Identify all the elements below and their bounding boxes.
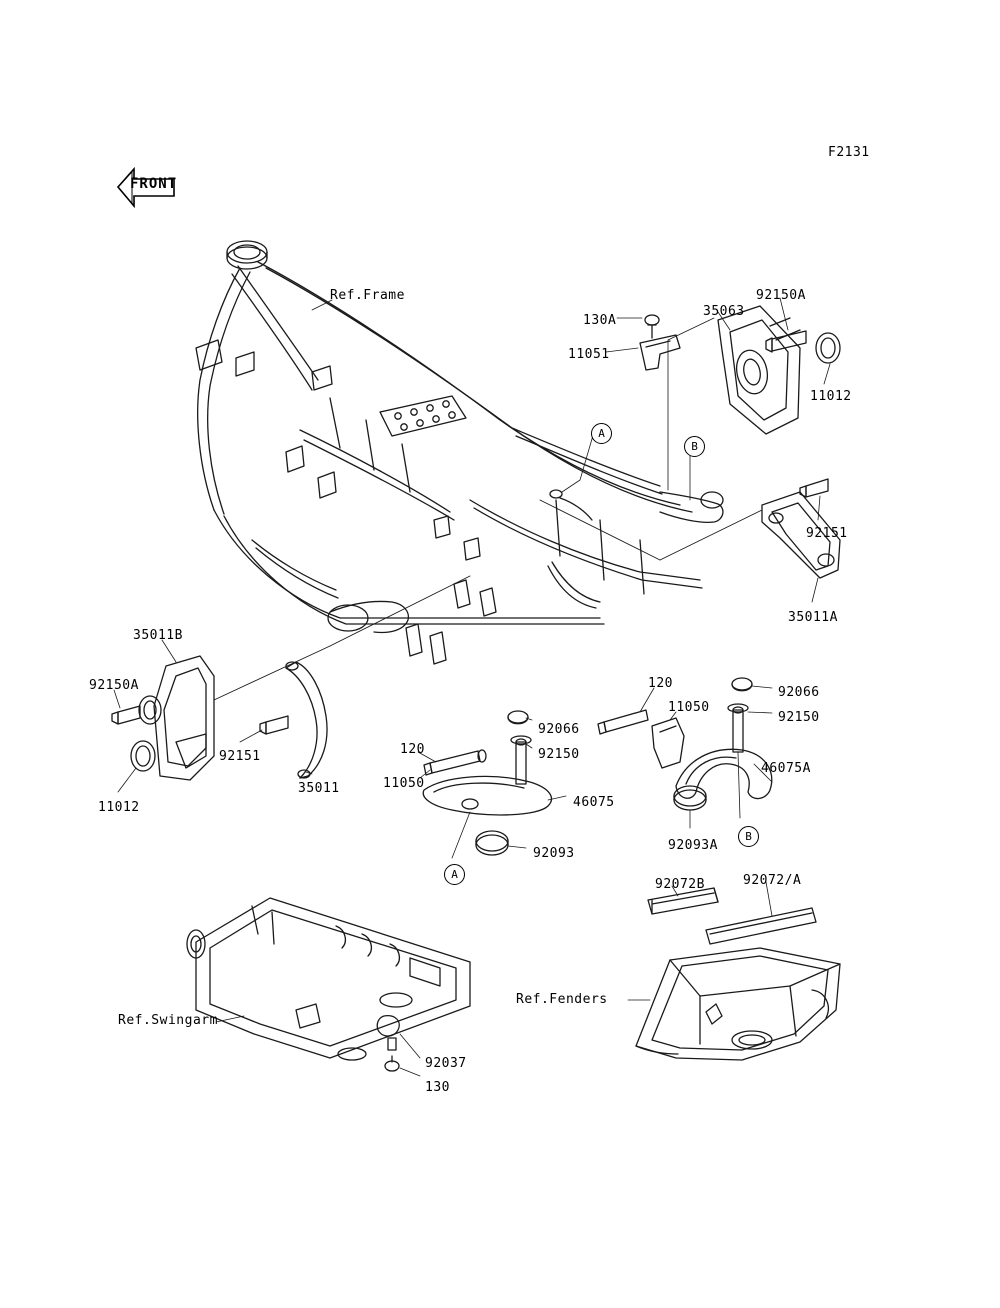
callout-11012-left: 11012 (98, 800, 140, 815)
callout-46075a: 46075A (761, 761, 811, 776)
callout-92093a: 92093A (668, 838, 718, 853)
callout-11050-center: 11050 (383, 776, 425, 791)
callout-130: 130 (425, 1080, 450, 1095)
callout-92037: 92037 (425, 1056, 467, 1071)
section-marker-a-lower: A (444, 864, 465, 885)
ref-fenders-label: Ref.Fenders (516, 992, 608, 1007)
front-label: FRONT (130, 176, 178, 192)
callout-92072b: 92072B (655, 877, 705, 892)
ref-frame-label: Ref.Frame (330, 288, 405, 303)
callout-92150-right: 92150 (778, 710, 820, 725)
callout-46075: 46075 (573, 795, 615, 810)
diagram-code: F2131 (828, 145, 870, 160)
callout-92150a-upper: 92150A (756, 288, 806, 303)
callout-35011a: 35011A (788, 610, 838, 625)
callout-35011b: 35011B (133, 628, 183, 643)
callout-11051: 11051 (568, 347, 610, 362)
callout-92066-right: 92066 (778, 685, 820, 700)
ref-swingarm-label: Ref.Swingarm (118, 1013, 218, 1028)
callout-35011: 35011 (298, 781, 340, 796)
callout-92072a: 92072/A (743, 873, 802, 888)
callout-35063: 35063 (703, 304, 745, 319)
section-marker-a-upper: A (591, 423, 612, 444)
callout-130a: 130A (583, 313, 617, 328)
callout-11012-upper: 11012 (810, 389, 852, 404)
section-marker-b-upper: B (684, 436, 705, 457)
callout-92093: 92093 (533, 846, 575, 861)
callout-92151-right: 92151 (806, 526, 848, 541)
callout-92150-center: 92150 (538, 747, 580, 762)
callout-11050-right: 11050 (668, 700, 710, 715)
callout-92150a-left: 92150A (89, 678, 139, 693)
callout-120-center: 120 (400, 742, 425, 757)
callout-92151-left: 92151 (219, 749, 261, 764)
callout-120-right: 120 (648, 676, 673, 691)
section-marker-b-lower: B (738, 826, 759, 847)
callout-92066-center: 92066 (538, 722, 580, 737)
